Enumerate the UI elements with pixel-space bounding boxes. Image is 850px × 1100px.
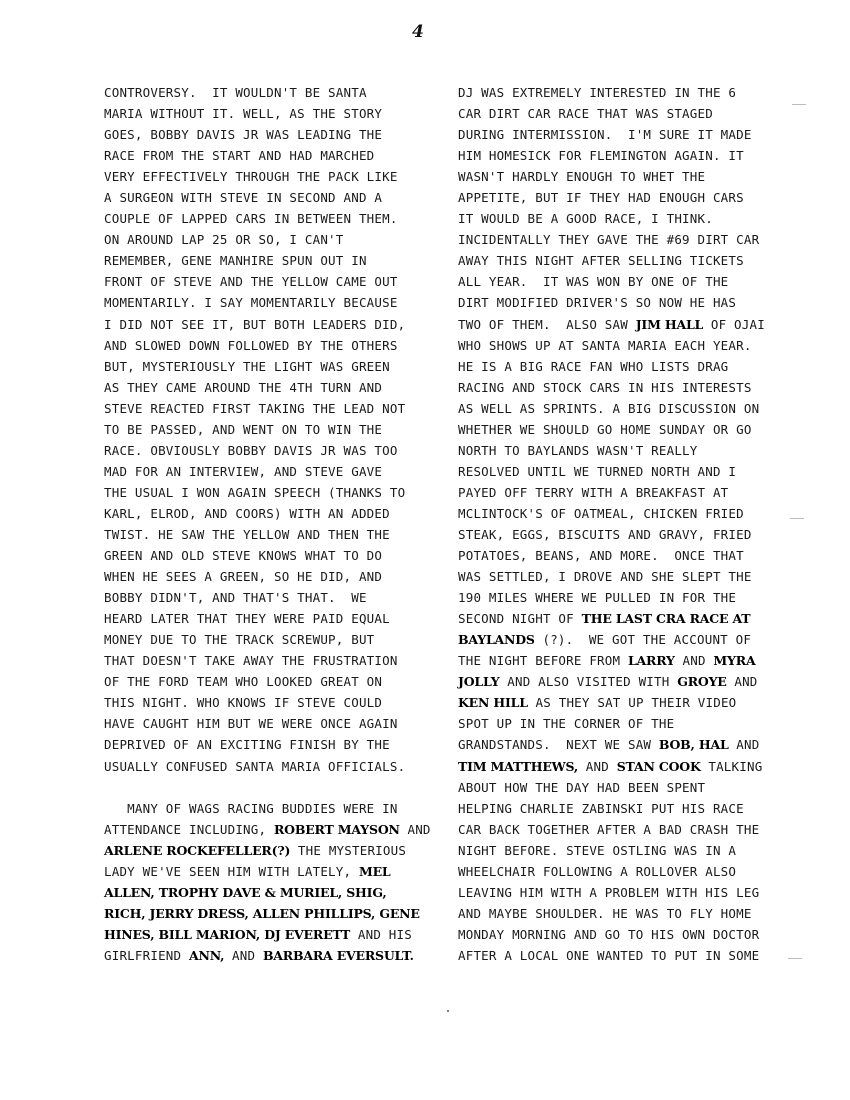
- text-line: [458, 356, 778, 377]
- text-segment: PAYED OFF TERRY WITH A BREAKFAST AT: [458, 484, 729, 500]
- text-line: [104, 629, 424, 650]
- text-line: [104, 924, 424, 945]
- bold-name-text: GROYE: [677, 674, 727, 690]
- text-line: [458, 503, 778, 524]
- text-line: [104, 756, 424, 777]
- text-segment: RESOLVED UNTIL WE TURNED NORTH AND I: [458, 463, 737, 479]
- text-line: [458, 671, 778, 692]
- text-segment: MANY OF WAGS RACING BUDDIES WERE IN: [104, 800, 398, 816]
- text-line: [458, 734, 778, 755]
- text-segment: GRANDSTANDS. NEXT WE SAW: [458, 737, 659, 753]
- text-segment: AND HIS: [350, 926, 412, 942]
- text-line: [104, 945, 424, 966]
- text-segment: POTATOES, BEANS, AND MORE. ONCE THAT: [458, 548, 744, 564]
- text-segment: MARIA WITHOUT IT. WELL, AS THE STORY: [104, 106, 383, 122]
- text-segment: REMEMBER, GENE MANHIRE SPUN OUT IN: [104, 253, 367, 269]
- text-line: [458, 187, 778, 208]
- scan-mark: [792, 104, 806, 105]
- text-line: [104, 356, 424, 377]
- text-line: [458, 271, 778, 292]
- text-line: [104, 903, 424, 924]
- text-segment: AND: [399, 821, 431, 837]
- text-line: [458, 545, 778, 566]
- text-line: [104, 482, 424, 503]
- text-segment: APPETITE, BUT IF THEY HAD ENOUGH CARS: [458, 190, 744, 206]
- text-line: [104, 566, 424, 587]
- text-line: [458, 440, 778, 461]
- text-segment: AS THEY CAME AROUND THE 4TH TURN AND: [104, 379, 383, 395]
- text-line: [104, 545, 424, 566]
- text-segment: I DID NOT SEE IT, BUT BOTH LEADERS DID,: [104, 316, 406, 332]
- text-segment: AFTER A LOCAL ONE WANTED TO PUT IN SOME: [458, 947, 760, 963]
- text-line: [104, 250, 424, 271]
- text-line: [458, 524, 778, 545]
- text-segment: INCIDENTALLY THEY GAVE THE #69 DIRT CAR: [458, 232, 760, 248]
- bold-name-text: MEL: [358, 863, 391, 879]
- text-segment: AND: [578, 758, 617, 774]
- bold-name-text: JIM HALL: [635, 316, 704, 332]
- text-segment: LEAVING HIM WITH A PROBLEM WITH HIS LEG: [458, 884, 760, 900]
- text-line: [104, 145, 424, 166]
- text-segment: STEAK, EGGS, BISCUITS AND GRAVY, FRIED: [458, 526, 752, 542]
- text-line: [458, 314, 778, 335]
- text-segment: MOMENTARILY. I SAY MOMENTARILY BECAUSE: [104, 295, 398, 311]
- text-segment: MONEY DUE TO THE TRACK SCREWUP, BUT: [104, 632, 375, 648]
- bold-name-text: THE LAST CRA RACE AT: [581, 611, 751, 627]
- bold-name-text: MYRA: [713, 653, 756, 669]
- text-segment: USUALLY CONFUSED SANTA MARIA OFFICIALS.: [104, 758, 406, 774]
- text-segment: CAR DIRT CAR RACE THAT WAS STAGED: [458, 106, 713, 122]
- text-segment: CAR BACK TOGETHER AFTER A BAD CRASH THE: [458, 821, 760, 837]
- text-line: [458, 924, 778, 945]
- text-line: [458, 419, 778, 440]
- text-line: [104, 650, 424, 671]
- text-line: [104, 671, 424, 692]
- text-segment: MCLINTOCK'S OF OATMEAL, CHICKEN FRIED: [458, 505, 744, 521]
- text-segment: THIS NIGHT. WHO KNOWS IF STEVE COULD: [104, 695, 383, 711]
- text-line: [458, 587, 778, 608]
- bold-name-text: ROBERT MAYSON: [273, 821, 400, 837]
- text-line: [458, 903, 778, 924]
- bold-name-text: BOB, HAL: [658, 737, 729, 753]
- text-line: [458, 819, 778, 840]
- text-segment: CONTROVERSY. IT WOULDN'T BE SANTA: [104, 85, 367, 100]
- text-line: [104, 229, 424, 250]
- text-line: [104, 734, 424, 755]
- text-segment: DJ WAS EXTREMELY INTERESTED IN THE 6: [458, 85, 737, 100]
- text-line: [458, 229, 778, 250]
- text-segment: TO BE PASSED, AND WENT ON TO WIN THE: [104, 421, 383, 437]
- scan-mark: [790, 518, 804, 519]
- text-line: [458, 166, 778, 187]
- text-segment: ABOUT HOW THE DAY HAD BEEN SPENT: [458, 779, 706, 795]
- text-line: [104, 461, 424, 482]
- text-segment: AWAY THIS NIGHT AFTER SELLING TICKETS: [458, 253, 744, 269]
- bold-name-text: RICH, JERRY DRESS, ALLEN PHILLIPS, GENE: [104, 905, 420, 921]
- text-segment: AND: [674, 653, 714, 669]
- text-segment: HELPING CHARLIE ZABINSKI PUT HIS RACE: [458, 800, 744, 816]
- text-line: [104, 503, 424, 524]
- text-line: [458, 335, 778, 356]
- text-segment: 190 MILES WHERE WE PULLED IN FOR THE: [458, 590, 737, 606]
- text-line: [458, 566, 778, 587]
- scan-mark: [788, 958, 802, 959]
- bold-name-text: KEN HILL: [458, 695, 528, 711]
- text-segment: HE IS A BIG RACE FAN WHO LISTS DRAG: [458, 358, 729, 374]
- text-line: [458, 124, 778, 145]
- text-segment: TALKING: [700, 758, 763, 774]
- text-segment: NORTH TO BAYLANDS WASN'T REALLY: [458, 442, 698, 458]
- text-line: [104, 440, 424, 461]
- text-line: [458, 292, 778, 313]
- text-segment: WASN'T HARDLY ENOUGH TO WHET THE: [458, 169, 706, 185]
- text-line: [104, 524, 424, 545]
- text-segment: HIM HOMESICK FOR FLEMINGTON AGAIN. IT: [458, 148, 744, 164]
- text-line: [458, 208, 778, 229]
- text-segment: WAS SETTLED, I DROVE AND SHE SLEPT THE: [458, 569, 752, 585]
- text-segment: (?). WE GOT THE ACCOUNT OF: [534, 632, 752, 648]
- text-line: [104, 103, 424, 124]
- text-segment: AS THEY SAT UP THEIR VIDEO: [527, 695, 737, 711]
- bold-name-text: ALLEN, TROPHY DAVE & MURIEL, SHIG,: [104, 884, 387, 900]
- text-line: [104, 798, 424, 819]
- bold-name-text: BAYLANDS: [458, 632, 535, 648]
- text-line: [458, 756, 778, 777]
- scan-speck: [447, 1010, 449, 1012]
- text-line: [104, 208, 424, 229]
- text-line: [458, 861, 778, 882]
- text-line: [458, 82, 778, 103]
- text-segment: MONDAY MORNING AND GO TO HIS OWN DOCTOR: [458, 926, 760, 942]
- text-segment: AND: [728, 737, 760, 753]
- bold-name-text: LARRY: [627, 653, 675, 669]
- text-line: [104, 124, 424, 145]
- text-segment: A SURGEON WITH STEVE IN SECOND AND A: [104, 190, 383, 206]
- text-line: [104, 840, 424, 861]
- text-line: [104, 692, 424, 713]
- text-line: [458, 250, 778, 271]
- text-segment: DEPRIVED OF AN EXCITING FINISH BY THE: [104, 737, 390, 753]
- text-line: [104, 314, 424, 335]
- text-line: [458, 798, 778, 819]
- text-segment: RACE FROM THE START AND HAD MARCHED: [104, 148, 375, 164]
- text-line: [104, 861, 424, 882]
- text-segment: DURING INTERMISSION. I'M SURE IT MADE: [458, 127, 752, 143]
- text-segment: NIGHT BEFORE. STEVE OSTLING WAS IN A: [458, 842, 737, 858]
- text-line: [458, 145, 778, 166]
- text-segment: IT WOULD BE A GOOD RACE, I THINK.: [458, 211, 713, 227]
- text-segment: AND MAYBE SHOULDER. HE WAS TO FLY HOME: [458, 905, 752, 921]
- text-line: [104, 187, 424, 208]
- text-segment: THE MYSTERIOUS: [290, 842, 407, 858]
- text-segment: TWIST. HE SAW THE YELLOW AND THEN THE: [104, 526, 390, 542]
- bold-name-text: JOLLY: [458, 674, 500, 690]
- text-segment: AND: [726, 674, 758, 690]
- text-line: [458, 608, 778, 629]
- text-segment: COUPLE OF LAPPED CARS IN BETWEEN THEM.: [104, 211, 398, 227]
- text-segment: HAVE CAUGHT HIM BUT WE WERE ONCE AGAIN: [104, 716, 398, 732]
- bold-name-text: ANN,: [188, 947, 225, 963]
- text-line: [458, 398, 778, 419]
- text-line: [104, 82, 424, 103]
- text-segment: GIRLFRIEND: [104, 947, 189, 963]
- text-segment: GREEN AND OLD STEVE KNOWS WHAT TO DO: [104, 548, 383, 564]
- bold-name-text: ARLENE ROCKEFELLER(?): [104, 842, 291, 858]
- text-line: [458, 777, 778, 798]
- text-line: [104, 271, 424, 292]
- text-segment: TWO OF THEM. ALSO SAW: [458, 316, 636, 332]
- text-line: [104, 587, 424, 608]
- text-line: [458, 103, 778, 124]
- text-line: [104, 608, 424, 629]
- text-segment: AND: [224, 947, 263, 963]
- text-line: [458, 650, 778, 671]
- bold-name-text: TIM MATTHEWS,: [458, 758, 579, 774]
- text-segment: OF THE FORD TEAM WHO LOOKED GREAT ON: [104, 674, 383, 690]
- text-segment: SECOND NIGHT OF: [458, 611, 582, 627]
- bold-name-text: BARBARA EVERSULT.: [262, 947, 414, 963]
- text-line: [104, 882, 424, 903]
- text-segment: ATTENDANCE INCLUDING,: [104, 821, 274, 837]
- text-segment: ALL YEAR. IT WAS WON BY ONE OF THE: [458, 274, 729, 290]
- text-segment: WHEN HE SEES A GREEN, SO HE DID, AND: [104, 569, 383, 585]
- text-segment: FRONT OF STEVE AND THE YELLOW CAME OUT: [104, 274, 398, 290]
- text-line: [458, 461, 778, 482]
- text-line: [458, 629, 778, 650]
- text-line: [458, 840, 778, 861]
- text-segment: SPOT UP IN THE CORNER OF THE: [458, 716, 675, 732]
- text-line: [104, 335, 424, 356]
- text-line: [104, 377, 424, 398]
- text-segment: RACE. OBVIOUSLY BOBBY DAVIS JR WAS TOO: [104, 442, 398, 458]
- text-segment: AND ALSO VISITED WITH: [499, 674, 678, 690]
- text-segment: ON AROUND LAP 25 OR SO, I CAN'T: [104, 232, 344, 248]
- text-line: [458, 482, 778, 503]
- text-line: [104, 166, 424, 187]
- text-line: [104, 713, 424, 734]
- text-line: [104, 419, 424, 440]
- text-segment: BUT, MYSTERIOUSLY THE LIGHT WAS GREEN: [104, 358, 390, 374]
- text-segment: THE NIGHT BEFORE FROM: [458, 653, 628, 669]
- text-line: [458, 882, 778, 903]
- text-segment: KARL, ELROD, AND COORS) WITH AN ADDED: [104, 505, 390, 521]
- text-segment: MAD FOR AN INTERVIEW, AND STEVE GAVE: [104, 463, 383, 479]
- text-segment: WHETHER WE SHOULD GO HOME SUNDAY OR GO: [458, 421, 752, 437]
- text-segment: LADY WE'VE SEEN HIM WITH LATELY,: [104, 863, 359, 879]
- text-segment: AND SLOWED DOWN FOLLOWED BY THE OTHERS: [104, 337, 398, 353]
- text-segment: OF OJAI: [703, 316, 765, 332]
- text-segment: BOBBY DIDN'T, AND THAT'S THAT. WE: [104, 590, 367, 606]
- paragraph-gap: [104, 777, 424, 798]
- text-line: [104, 819, 431, 840]
- text-line: [104, 292, 424, 313]
- text-segment: DIRT MODIFIED DRIVER'S SO NOW HE HAS: [458, 295, 737, 311]
- text-segment: WHEELCHAIR FOLLOWING A ROLLOVER ALSO: [458, 863, 737, 879]
- text-segment: GOES, BOBBY DAVIS JR WAS LEADING THE: [104, 127, 383, 143]
- text-line: [458, 713, 778, 734]
- text-segment: THAT DOESN'T TAKE AWAY THE FRUSTRATION: [104, 653, 398, 669]
- bold-name-text: HINES, BILL MARION, DJ EVERETT: [104, 926, 351, 942]
- bold-name-text: STAN COOK: [616, 758, 701, 774]
- text-line: [458, 692, 778, 713]
- page-number: 4: [412, 22, 424, 42]
- text-segment: WHO SHOWS UP AT SANTA MARIA EACH YEAR.: [458, 337, 752, 353]
- text-segment: VERY EFFECTIVELY THROUGH THE PACK LIKE: [104, 169, 398, 185]
- text-segment: RACING AND STOCK CARS IN HIS INTERESTS: [458, 379, 752, 395]
- right-column: [458, 82, 778, 966]
- text-line: [458, 945, 778, 966]
- text-line: [458, 377, 778, 398]
- text-segment: THE USUAL I WON AGAIN SPEECH (THANKS TO: [104, 484, 406, 500]
- text-segment: HEARD LATER THAT THEY WERE PAID EQUAL: [104, 611, 390, 627]
- left-column: [104, 82, 431, 966]
- text-line: [104, 398, 424, 419]
- text-segment: AS WELL AS SPRINTS. A BIG DISCUSSION ON: [458, 400, 760, 416]
- text-segment: STEVE REACTED FIRST TAKING THE LEAD NOT: [104, 400, 406, 416]
